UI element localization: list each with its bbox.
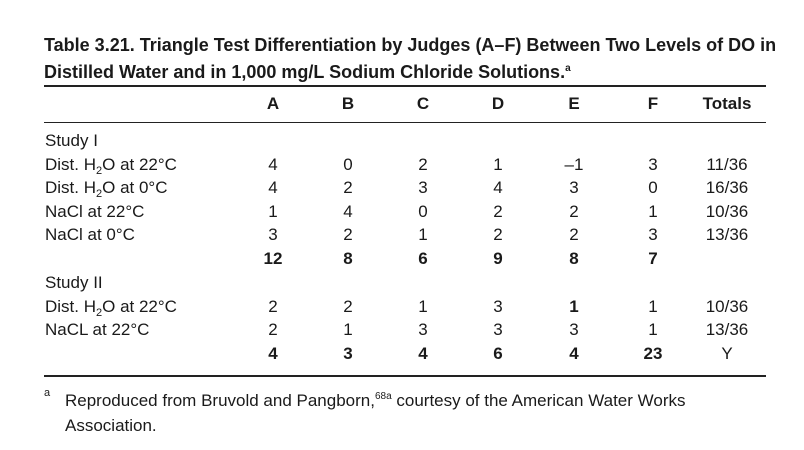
table-cell: 2 xyxy=(343,296,353,316)
column-header-totals: Totals xyxy=(702,94,752,113)
table-cell: 10/36 xyxy=(705,201,749,221)
total-cell: 3 xyxy=(343,343,353,363)
total-cell: 8 xyxy=(569,248,579,268)
table-cell: 13/36 xyxy=(705,225,749,244)
total-cell: 4 xyxy=(268,343,278,363)
table-cell: 3 xyxy=(648,154,658,174)
table-cell: 3 xyxy=(493,320,503,339)
table-cell: 10/36 xyxy=(705,296,749,316)
table-cell: 3 xyxy=(648,225,658,244)
table-cell: 2 xyxy=(493,225,503,244)
row-label: NaCl at 0°C xyxy=(45,225,135,244)
table-cell: 4 xyxy=(343,201,353,221)
table-cell: 2 xyxy=(569,201,579,221)
column-header-e: E xyxy=(568,94,580,113)
caption-text: Table 3.21. Triangle Test Differentiation by Judges (A–F) Between Two Levels of DO in Distilled Water and in 1,000 mg/L Sodium Chloride Solutions. xyxy=(44,35,777,82)
table-cell: 0 xyxy=(418,201,428,221)
total-cell: 7 xyxy=(648,248,658,268)
bottom-rule xyxy=(44,375,766,377)
total-cell: 6 xyxy=(418,248,428,268)
table-cell: 3 xyxy=(493,296,503,316)
caption-footnote-marker: a xyxy=(565,63,571,74)
table-cell: 3 xyxy=(418,320,428,339)
table-cell: 4 xyxy=(493,178,503,197)
total-cell: 4 xyxy=(569,343,579,363)
table-cell: 3 xyxy=(418,178,428,197)
table-cell: 1 xyxy=(493,154,503,174)
row-label: Dist. $H_2O$ at 22°C xyxy=(45,154,177,177)
table-cell: 1 xyxy=(343,320,353,339)
column-header-b: B xyxy=(341,94,355,113)
row-label: Dist. $H_2O$ at 22°C xyxy=(45,296,177,319)
table-cell: 13/36 xyxy=(705,320,749,339)
table-cell: 11/36 xyxy=(706,154,748,174)
row-label: NaCl at 22°C xyxy=(45,201,145,221)
table-cell: 2 xyxy=(493,201,503,221)
table-cell: 4 xyxy=(268,178,278,197)
column-header-a: A xyxy=(266,94,280,113)
section-title: Study I xyxy=(45,131,98,150)
top-rule xyxy=(44,85,766,87)
table-cell: 1 xyxy=(648,320,658,339)
section-title: Study II xyxy=(45,273,103,292)
table-cell: 3 xyxy=(569,178,579,197)
table-cell: 2 xyxy=(343,178,353,197)
total-cell: 4 xyxy=(418,343,428,363)
table-cell: 1 xyxy=(268,201,278,221)
total-cell: 8 xyxy=(343,248,353,268)
column-header-f: F xyxy=(647,94,659,113)
table-cell: 3 xyxy=(569,320,579,339)
table-cell: 2 xyxy=(569,225,579,244)
table-cell: 3 xyxy=(268,225,278,244)
total-cell: 23 xyxy=(643,343,663,363)
total-cell: Y xyxy=(721,343,733,363)
column-header-d: D xyxy=(491,94,505,113)
table-cell: –1 xyxy=(564,154,584,174)
total-cell: 9 xyxy=(493,248,503,268)
header-rule xyxy=(44,122,766,123)
footnote xyxy=(44,384,774,438)
total-cell: 6 xyxy=(493,343,503,363)
table-cell: 2 xyxy=(343,225,353,244)
table-cell: 0 xyxy=(343,154,353,174)
table-cell: 2 xyxy=(268,320,278,339)
table-cell: 4 xyxy=(268,154,278,174)
table-caption xyxy=(44,33,784,84)
table-cell: 1 xyxy=(418,225,428,244)
footnote-marker: a xyxy=(44,387,51,399)
column-header-c: C xyxy=(416,94,430,113)
row-label: Dist. $H_2O$ at 0°C xyxy=(45,178,168,200)
table-cell: 1 xyxy=(648,201,658,221)
footnote-text: Reproduced from Bruvold and Pangborn,$^{68a}$ courtesy of the American Water Works Association. xyxy=(65,391,686,435)
row-label: NaCL at 22°C xyxy=(45,320,150,339)
table-cell: 2 xyxy=(418,154,428,174)
table-cell: 16/36 xyxy=(705,178,749,197)
table-cell: 2 xyxy=(268,296,278,316)
table-cell: 0 xyxy=(648,178,658,197)
table-cell: 1 xyxy=(648,296,658,316)
table-cell: 1 xyxy=(569,296,579,316)
table-cell: 1 xyxy=(418,296,428,316)
total-cell: 12 xyxy=(263,248,283,268)
